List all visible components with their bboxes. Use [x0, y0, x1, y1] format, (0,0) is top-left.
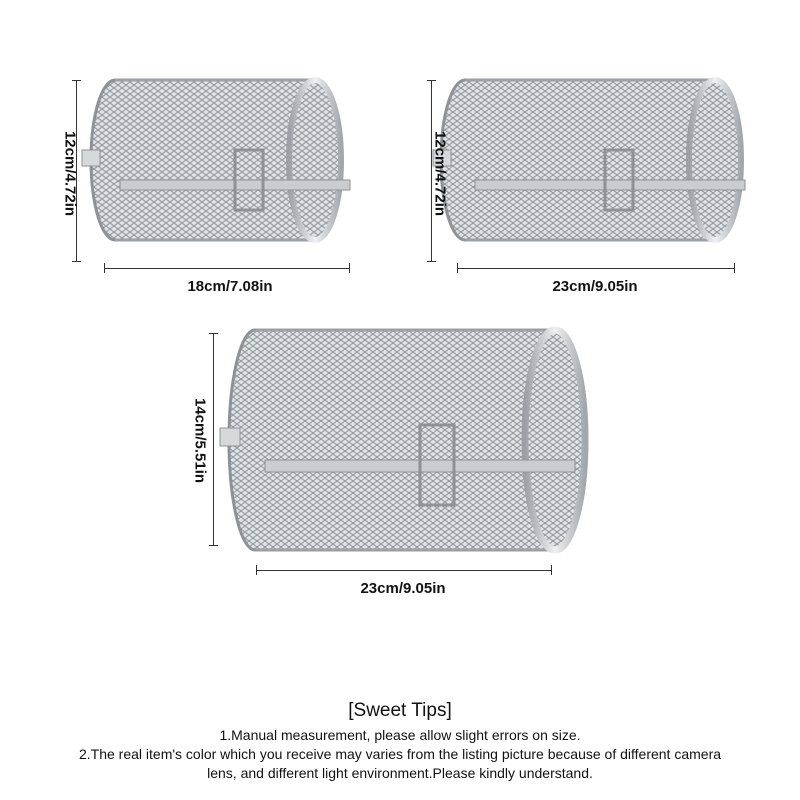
length-tick-left — [104, 263, 105, 273]
height-tick-top — [209, 333, 218, 334]
basket-medium-image — [425, 70, 765, 270]
tips-line-3: lens, and different light environment.Please kindly understand. — [207, 765, 593, 781]
length-tick-left — [256, 565, 257, 575]
basket-small — [61, 70, 390, 300]
length-dimension-line — [457, 268, 735, 269]
basket-small-image — [70, 70, 390, 270]
tips-line-2: 2.The real item's color which you receive may varies from the listing picture because of different camera — [78, 746, 722, 762]
basket-medium — [425, 70, 765, 300]
length-tick-right — [349, 263, 350, 273]
basket-large — [191, 325, 605, 605]
length-tick-left — [457, 263, 458, 273]
length-dimension-line — [104, 268, 350, 269]
length-tick-right — [734, 263, 735, 273]
height-tick-bottom — [209, 545, 218, 546]
height-label: 14cm/5.51in — [191, 397, 209, 484]
tips-line-1: 1.Manual measurement, please allow slight errors on size. — [219, 727, 581, 743]
height-tick-bottom — [427, 261, 436, 262]
length-label: 23cm/9.05in — [360, 580, 446, 597]
length-tick-right — [551, 565, 552, 575]
height-tick-bottom — [72, 261, 81, 262]
basket-large-image — [205, 325, 605, 575]
height-tick-top — [72, 80, 81, 81]
tips-title: [Sweet Tips] — [348, 700, 452, 721]
length-label: 23cm/9.05in — [552, 278, 638, 295]
height-dimension-line — [213, 333, 214, 546]
length-label: 18cm/7.08in — [187, 278, 273, 295]
height-tick-top — [427, 80, 436, 81]
length-dimension-line — [256, 570, 552, 571]
sweet-tips — [0, 700, 800, 783]
height-label: 12cm/4.72in — [61, 130, 79, 217]
height-label: 12cm/4.72in — [431, 130, 449, 217]
